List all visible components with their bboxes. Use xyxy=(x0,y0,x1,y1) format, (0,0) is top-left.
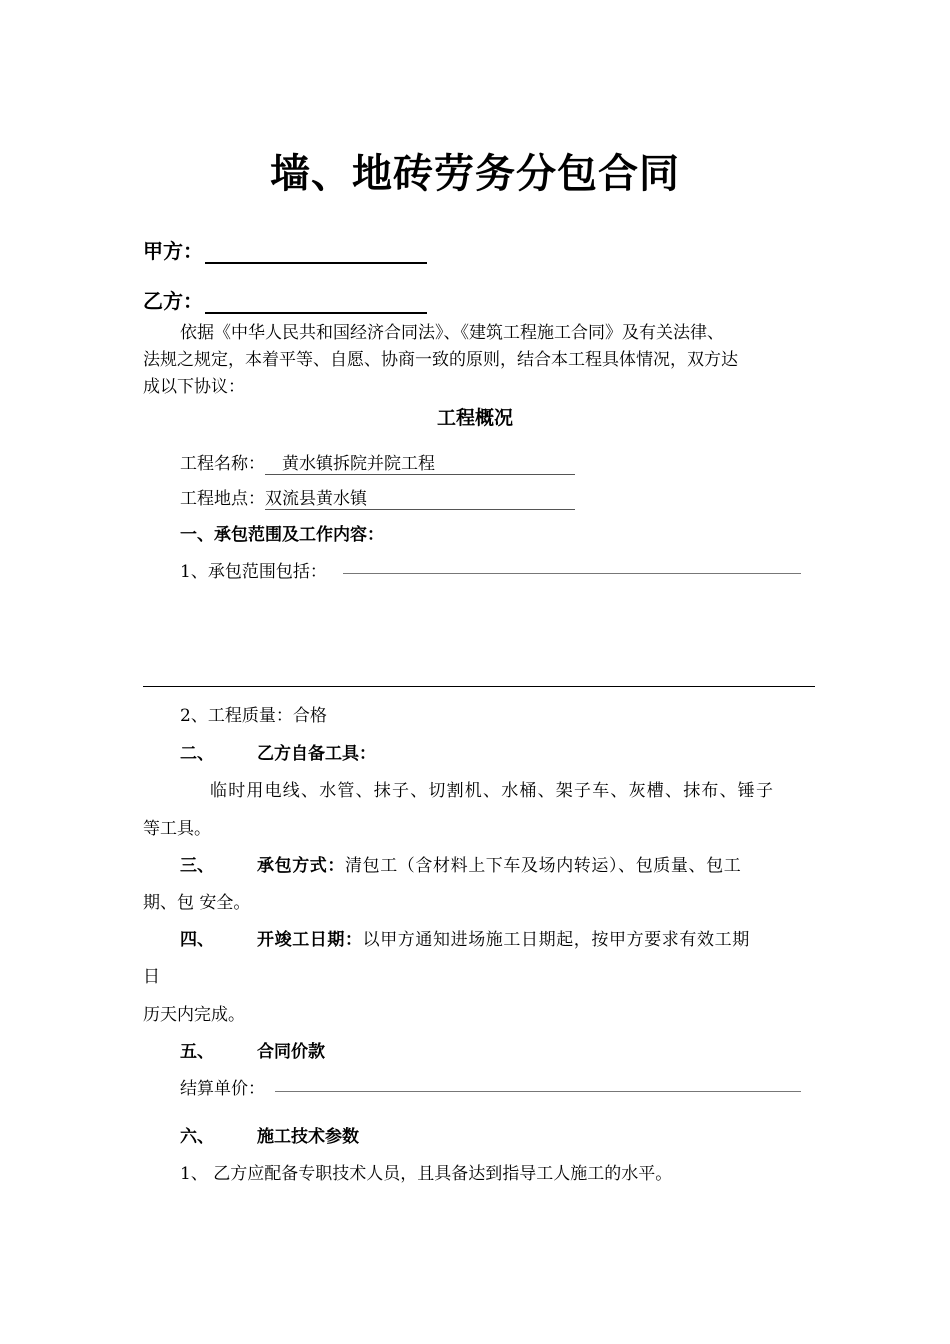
section-3-heading: 承包方式： xyxy=(257,856,345,876)
scope-label: 1、承包范围包括： xyxy=(180,562,327,582)
intro-line-1: 依据《中华人民共和国经济合同法》、《建筑工程施工合同》及有关法律、 xyxy=(180,323,724,343)
section-4-text-3: 历天内完成。 xyxy=(143,1005,245,1025)
section-5-number: 五、 xyxy=(180,1042,214,1062)
project-location-row xyxy=(180,484,575,510)
party-a-label: 甲方： xyxy=(143,239,203,263)
overview-heading: 工程概况 xyxy=(436,407,513,429)
technical-item-1: 1、 乙方应配备专职技术人员，且具备达到指导工人施工的水平。 xyxy=(180,1164,673,1184)
project-location-label: 工程地点： xyxy=(180,489,265,509)
scope-blank-line[interactable] xyxy=(343,573,801,574)
party-b-label: 乙方： xyxy=(143,289,203,313)
document-title: 墙、地砖劳务分包合同 xyxy=(270,151,680,197)
section-5-heading: 合同价款 xyxy=(257,1042,325,1062)
party-a-blank[interactable] xyxy=(205,242,427,264)
section-3-row xyxy=(257,851,741,876)
tools-line-2: 等工具。 xyxy=(143,819,211,839)
party-b-row xyxy=(143,285,427,314)
section-3-text-2: 期、包 安全。 xyxy=(143,893,251,913)
section-2-number: 二、 xyxy=(180,744,214,764)
section-4-heading: 开竣工日期： xyxy=(257,930,363,950)
section-4-text-2: 日 xyxy=(143,967,160,987)
project-name-value: 黄水镇拆院并院工程 xyxy=(265,449,575,475)
section-4-text-1: 以甲方通知进场施工日期起，按甲方要求有效工期 xyxy=(362,930,750,950)
project-location-value: 双流县黄水镇 xyxy=(265,484,575,510)
section-4-row xyxy=(257,925,750,950)
project-name-row xyxy=(180,449,575,475)
section-1-heading: 一、承包范围及工作内容： xyxy=(180,525,384,545)
tools-line-1: 临时用电线、水管、抹子、切割机、水桶、架子车、灰槽、抹布、锤子 xyxy=(210,781,775,801)
section-4-number: 四、 xyxy=(180,930,214,950)
section-6-number: 六、 xyxy=(180,1127,214,1147)
party-a-row xyxy=(143,235,427,264)
quality-item: 2、工程质量：合格 xyxy=(180,706,327,726)
unit-price-label: 结算单价： xyxy=(180,1079,265,1099)
intro-line-3: 成以下协议： xyxy=(143,377,245,397)
unit-price-blank-line[interactable] xyxy=(275,1091,801,1092)
scope-blank-line-2[interactable] xyxy=(143,686,815,687)
party-b-blank[interactable] xyxy=(205,292,427,314)
section-2-heading: 乙方自备工具： xyxy=(257,744,376,764)
section-3-text-1: 清包工（含材料上下车及场内转运）、包质量、包工 xyxy=(345,856,742,876)
project-name-label: 工程名称： xyxy=(180,454,265,474)
section-6-heading: 施工技术参数 xyxy=(257,1127,359,1147)
intro-line-2: 法规之规定，本着平等、自愿、协商一致的原则，结合本工程具体情况，双方达 xyxy=(143,350,738,370)
section-3-number: 三、 xyxy=(180,856,214,876)
